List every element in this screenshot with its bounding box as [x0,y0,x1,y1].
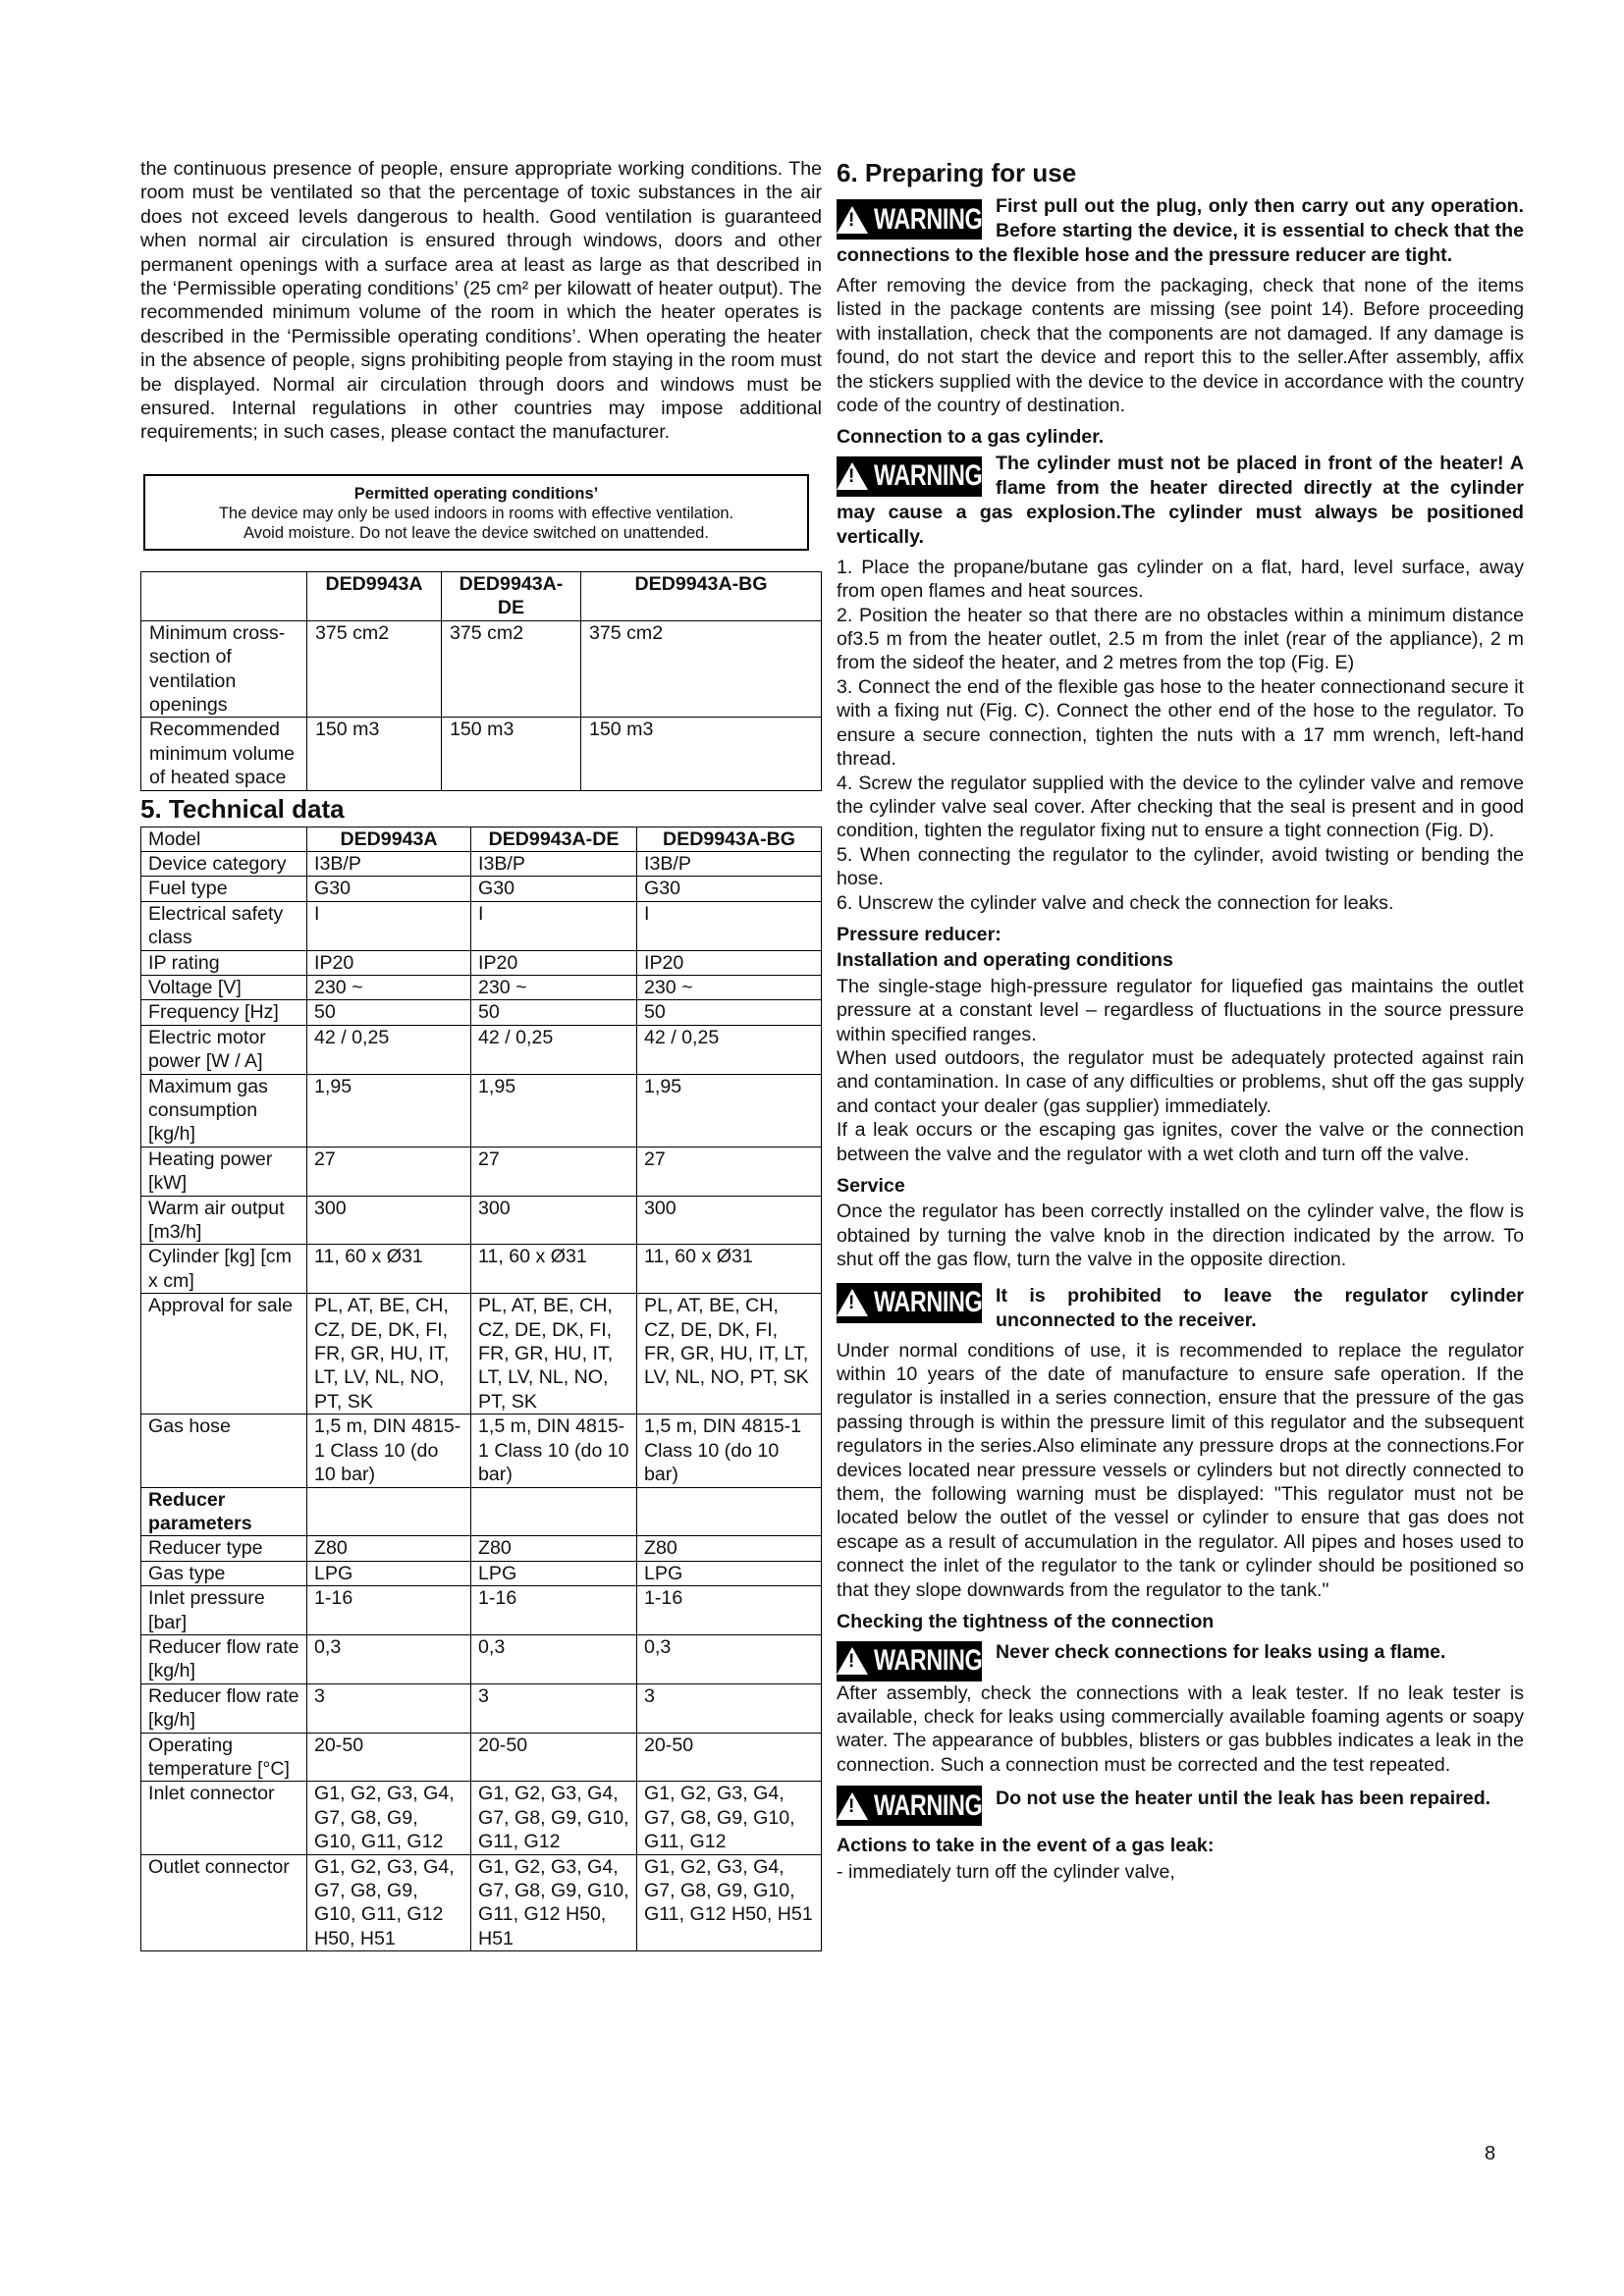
step-item: 5. When connecting the regulator to the cylinder, avoid twisting or bending the hose. [837,843,1524,890]
table-cell: 230 ~ [307,975,471,999]
installation-heading: Installation and operating conditions [837,949,1173,972]
table-cell: G1, G2, G3, G4, G7, G8, G9, G10, G11, G12 [471,1782,637,1854]
gas-leak-actions-heading: Actions to take in the event of a gas leak: [837,1835,1215,1857]
table-cell: 27 [307,1147,471,1196]
warning-badge: ! WARNING [837,1641,982,1682]
table-cell: 150 m3 [307,718,442,790]
steps-list [837,556,1524,915]
table-cell: I [471,901,637,950]
table-cell: 3 [307,1683,471,1733]
table-row [141,1733,822,1782]
permitted-conditions-box [143,474,809,551]
table-row [141,1561,822,1585]
table-row [141,877,822,901]
table-cell: 27 [637,1147,822,1196]
table-cell: PL, AT, BE, CH, CZ, DE, DK, FI, FR, GR, HU, IT, LT, LV, NL, NO, PT, SK [471,1294,637,1415]
table-cell: Warm air output [m3/h] [141,1196,307,1245]
table-cell: I3B/P [307,851,471,876]
table-cell: 0,3 [307,1634,471,1683]
table-cell: 1,5 m, DIN 4815-1 Class 10 (do 10 bar) [307,1415,471,1487]
table-cell: 11, 60 x Ø31 [471,1245,637,1294]
table-cell: G1, G2, G3, G4, G7, G8, G9, G10, G11, G12 [637,1782,822,1854]
table-cell: Voltage [V] [141,975,307,999]
table-cell: IP rating [141,950,307,975]
warning-badge: ! WARNING [837,456,982,497]
table-cell: 42 / 0,25 [307,1025,471,1074]
table-cell: Z80 [637,1536,822,1561]
table-cell: Outlet connector [141,1854,307,1951]
table-cell: I3B/P [637,851,822,876]
table-cell: 50 [307,1000,471,1025]
table-cell: Gas type [141,1561,307,1585]
table-cell: 300 [307,1196,471,1245]
header-cell: Model [141,827,307,851]
table-cell: Gas hose [141,1415,307,1487]
table-row [141,1536,822,1561]
table-cell: 230 ~ [637,975,822,999]
table-cell: 375 cm2 [442,620,581,718]
table-cell: Z80 [307,1536,471,1561]
table-cell: 11, 60 x Ø31 [307,1245,471,1294]
table-cell: 11, 60 x Ø31 [637,1245,822,1294]
table-cell: PL, AT, BE, CH, CZ, DE, DK, FI, FR, GR, HU, IT, LT, LV, NL, NO, PT, SK [637,1294,822,1415]
table-cell: 42 / 0,25 [637,1025,822,1074]
table-cell [471,1487,637,1536]
service-paragraph: Once the regulator has been correctly installed on the cylinder valve, the flow is obtained by turning the valve knob in the direction indicated by the arrow. To shut off the gas flow, turn the valve in the opposite direction. [837,1201,1524,1271]
step-item: 1. Place the propane/butane gas cylinder on a flat, hard, level surface, away from open flames and heat sources. [837,556,1524,603]
table-row [141,851,822,876]
table-cell: Reducer type [141,1536,307,1561]
header-cell: DED9943A-BG [581,571,822,620]
table-row [141,1245,822,1294]
unpacking-paragraph: After removing the device from the packaging, check that none of the items listed in the package contents are missing (see point 14). Before proceeding with installation, check that the components are not damaged. If any damage is found, do not start the device and report this to the seller.After assembly, affix the stickers supplied with the device to the device in accordance with the country code of the country of destination. [837,275,1524,417]
warning-badge: ! WARNING [837,1283,982,1323]
table-row [141,1634,822,1683]
pressure-reducer-heading: Pressure reducer: [837,923,1001,945]
table-cell: I [637,901,822,950]
table-cell: 150 m3 [581,718,822,790]
warning-block-5 [837,1781,1524,1826]
warning-text-2: The cylinder must not be placed in front of the heater! A flame from the heater directed directly at the cylinder may cause a gas explosion.The cylinder must always be positioned vertically. [837,452,1524,548]
table-cell: LPG [637,1561,822,1585]
step-item: 4. Screw the regulator supplied with the device to the cylinder valve and remove the cylinder valve seal cover. After checking that the seal is present and in good condition, tighten the regulator fixing nut to ensure a tight connection (Fig. D). [837,772,1524,842]
table-cell: 1-16 [307,1586,471,1635]
warning-text-1: First pull out the plug, only then carry out any operation. Before starting the device, it is essential to check that the connections to the flexible hose and the pressure reducer are tight. [837,195,1524,266]
table-cell: 3 [471,1683,637,1733]
left-column [140,157,822,1951]
page-number: 8 [1485,2143,1496,2164]
table-row [141,1586,822,1635]
table-cell: Reducer flow rate [kg/h] [141,1634,307,1683]
tightness-heading: Checking the tightness of the connection [837,1611,1215,1633]
table-row [141,1147,822,1196]
table-row [141,1782,822,1854]
table-header-row [141,827,822,851]
table-cell: 1,95 [637,1074,822,1147]
table-cell: IP20 [307,950,471,975]
header-cell: DED9943A-DE [442,571,581,620]
table-cell: 300 [471,1196,637,1245]
warning-block-1 [837,194,1524,268]
table-cell: I [307,901,471,950]
table-cell: I3B/P [471,851,637,876]
warning-block-3 [837,1278,1524,1333]
warning-triangle-icon [837,462,868,490]
table-cell: 20-50 [637,1733,822,1782]
table-cell: 375 cm2 [581,620,822,718]
preparing-heading: 6. Preparing for use [837,158,1077,187]
service-heading: Service [837,1175,905,1197]
table-row [141,1196,822,1245]
intro-paragraph: the continuous presence of people, ensure appropriate working conditions. The room must be ventilated so that the percentage of toxic substances in the air does not exceed levels dangerous to health. Good ventilation is guaranteed when normal air circulation is ensured through windows, doors and other permanent openings with a surface area at least as large as that described in the ‘Permissible operating conditions’ (25 cm² per kilowatt of heater output). The recommended minimum volume of the room in which the heater operates is described in the ‘Permissible operating conditions’. When operating the heater in the absence of people, signs prohibiting people from staying in the room must be displayed. Normal air circulation through doors and windows must be ensured. Internal regulations in other countries may impose additional requirements; in such cases, please contact the manufacturer. [140,158,822,444]
table-cell: 50 [637,1000,822,1025]
table-cell: Electrical safety class [141,901,307,950]
table-cell: 0,3 [637,1634,822,1683]
normal-use-paragraph: Under normal conditions of use, it is recommended to replace the regulator within 10 years of the date of manufacture to ensure safe operation. If the regulator is installed in a series connection, ensure that the pressure of the gas passing through is within the pressure limit of this regulator and the subsequent regulators in the series.Also eliminate any pressure drops at the connections.For devices located near pressure vessels or cylinders but not directly connected to them, the following warning must be displayed: "This regulator must not be located below the outlet of the vessel or cylinder to ensure that gas does not escape as a result of accumulation in the regulator. All pipes and hoses used to connect the inlet of the regulator to the tank or cylinder should be positioned so that they slope downwards from the regulator to the tank." [837,1339,1524,1601]
table-cell [637,1487,822,1536]
table-cell: Z80 [471,1536,637,1561]
table-cell: 1,95 [471,1074,637,1147]
install-paragraph: If a leak occurs or the escaping gas ignites, cover the valve or the connection between the valve and the regulator with a wet cloth and turn off the valve. [837,1119,1524,1165]
table-cell: G1, G2, G3, G4, G7, G8, G9, G10, G11, G12 H50, H51 [307,1854,471,1951]
step-item: 2. Position the heater so that there are no obstacles within a minimum distance of3.5 m from the heater outlet, 2.5 m from the inlet (rear of the appliance), 2 m from the sideof the heater, and 2 metres from the top (Fig. E) [837,604,1524,674]
table-cell: 375 cm2 [307,620,442,718]
table-cell: G30 [471,877,637,901]
table-header-row [141,571,822,620]
technical-data-table [140,827,822,1952]
table-row [141,950,822,975]
warning-block-2 [837,452,1524,550]
table-cell: Inlet connector [141,1782,307,1854]
table-row [141,975,822,999]
install-paragraph: The single-stage high-pressure regulator for liquefied gas maintains the outlet pressure at a constant level – regardless of fluctuations in the source pressure within specified ranges. [837,975,1524,1045]
warning-badge: ! WARNING [837,199,982,240]
table-cell: Cylinder [kg] [cm x cm] [141,1245,307,1294]
warning-triangle-icon [837,1647,868,1675]
table-cell: Minimum cross-section of ventilation openings [141,620,307,718]
table-cell: LPG [471,1561,637,1585]
warning-text-4: Never check connections for leaks using a flame. [996,1640,1446,1663]
table-cell: Approval for sale [141,1294,307,1415]
table-cell: G1, G2, G3, G4, G7, G8, G9, G10, G11, G12 H50, H51 [637,1854,822,1951]
gas-cylinder-heading: Connection to a gas cylinder. [837,426,1105,449]
table-cell: 1-16 [471,1586,637,1635]
header-cell: DED9943A-BG [637,827,822,851]
table-cell: Frequency [Hz] [141,1000,307,1025]
technical-data-heading: 5. Technical data [140,793,345,824]
header-cell [141,571,307,620]
table-cell: 1,5 m, DIN 4815-1 Class 10 (do 10 bar) [471,1415,637,1487]
header-cell: DED9943A-DE [471,827,637,851]
table-row [141,718,822,790]
table-cell: 230 ~ [471,975,637,999]
table-cell: Operating temperature [°C] [141,1733,307,1782]
warning-triangle-icon [837,1289,868,1316]
warning-block-4 [837,1636,1524,1682]
table-row [141,1487,822,1536]
table-cell: 20-50 [307,1733,471,1782]
permitted-title: Permitted operating conditions’ [353,484,599,503]
warning-text-5: Do not use the heater until the leak has been repaired. [996,1788,1491,1810]
table-row [141,1000,822,1025]
right-column [837,157,1524,1884]
table-cell: Recommended minimum volume of heated space [141,718,307,790]
table-cell: G1, G2, G3, G4, G7, G8, G9, G10, G11, G12 H50, H51 [471,1854,637,1951]
table-cell: 150 m3 [442,718,581,790]
table-cell: Device category [141,851,307,876]
warning-badge: ! WARNING [837,1786,982,1826]
table-cell: LPG [307,1561,471,1585]
step-item: 3. Connect the end of the flexible gas hose to the heater connectionand secure it with a fixing nut (Fig. C). Connect the other end of the hose to the regulator. To ensure a secure connection, tighten the nuts with a 17 mm wrench, left-hand thread. [837,675,1524,771]
table-cell: 0,3 [471,1634,637,1683]
table-cell: G1, G2, G3, G4, G7, G8, G9, G10, G11, G12 [307,1782,471,1854]
table-cell: Fuel type [141,877,307,901]
table-row [141,1294,822,1415]
table-cell: 20-50 [471,1733,637,1782]
table-row [141,1074,822,1147]
table-row [141,1683,822,1733]
table-cell: 1,5 m, DIN 4815-1 Class 10 (do 10 bar) [637,1415,822,1487]
warning-text-3: It is prohibited to leave the regulator cylinder unconnected to the receiver. [996,1284,1524,1331]
table-cell: Maximum gas consumption [kg/h] [141,1074,307,1147]
table-cell: Inlet pressure [bar] [141,1586,307,1635]
table-cell: G30 [637,877,822,901]
table-cell: 1,95 [307,1074,471,1147]
table-cell: IP20 [637,950,822,975]
table-cell: IP20 [471,950,637,975]
permitted-line-2: Avoid moisture. Do not leave the device switched on unattended. [244,523,709,542]
table-row [141,1025,822,1074]
table-row [141,620,822,718]
table-cell: 50 [471,1000,637,1025]
table-cell [307,1487,471,1536]
table-cell: Reducer parameters [141,1487,307,1536]
table-row [141,1854,822,1951]
install-paragraph: When used outdoors, the regulator must be adequately protected against rain and contamination. In case of any difficulties or problems, shut off the gas supply and contact your dealer (gas supplier) immediately. [837,1046,1524,1117]
table-cell: 3 [637,1683,822,1733]
table-cell: Heating power [kW] [141,1147,307,1196]
ventilation-table [140,571,822,791]
header-cell: DED9943A [307,571,442,620]
table-cell: 42 / 0,25 [471,1025,637,1074]
step-item: 6. Unscrew the cylinder valve and check the connection for leaks. [837,891,1394,914]
warning-triangle-icon [837,206,868,234]
table-cell: 1-16 [637,1586,822,1635]
table-cell: Electric motor power [W / A] [141,1025,307,1074]
table-cell: PL, AT, BE, CH, CZ, DE, DK, FI, FR, GR, HU, IT, LT, LV, NL, NO, PT, SK [307,1294,471,1415]
table-cell: 27 [471,1147,637,1196]
warning-triangle-icon [837,1792,868,1820]
gas-leak-actions-text: - immediately turn off the cylinder valve, [837,1860,1175,1883]
table-row [141,901,822,950]
table-cell: Reducer flow rate [kg/h] [141,1683,307,1733]
permitted-line-1: The device may only be used indoors in rooms with effective ventilation. [218,504,734,522]
table-row [141,1415,822,1487]
table-cell: 300 [637,1196,822,1245]
header-cell: DED9943A [307,827,471,851]
leak-test-paragraph: After assembly, check the connections with a leak tester. If no leak tester is available, check for leaks using commercially available foaming agents or soapy water. The appearance of bubbles, blisters or gas bubbles indicates a leak in the connection. Such a connection must be corrected and the test repeated. [837,1682,1524,1776]
table-cell: G30 [307,877,471,901]
